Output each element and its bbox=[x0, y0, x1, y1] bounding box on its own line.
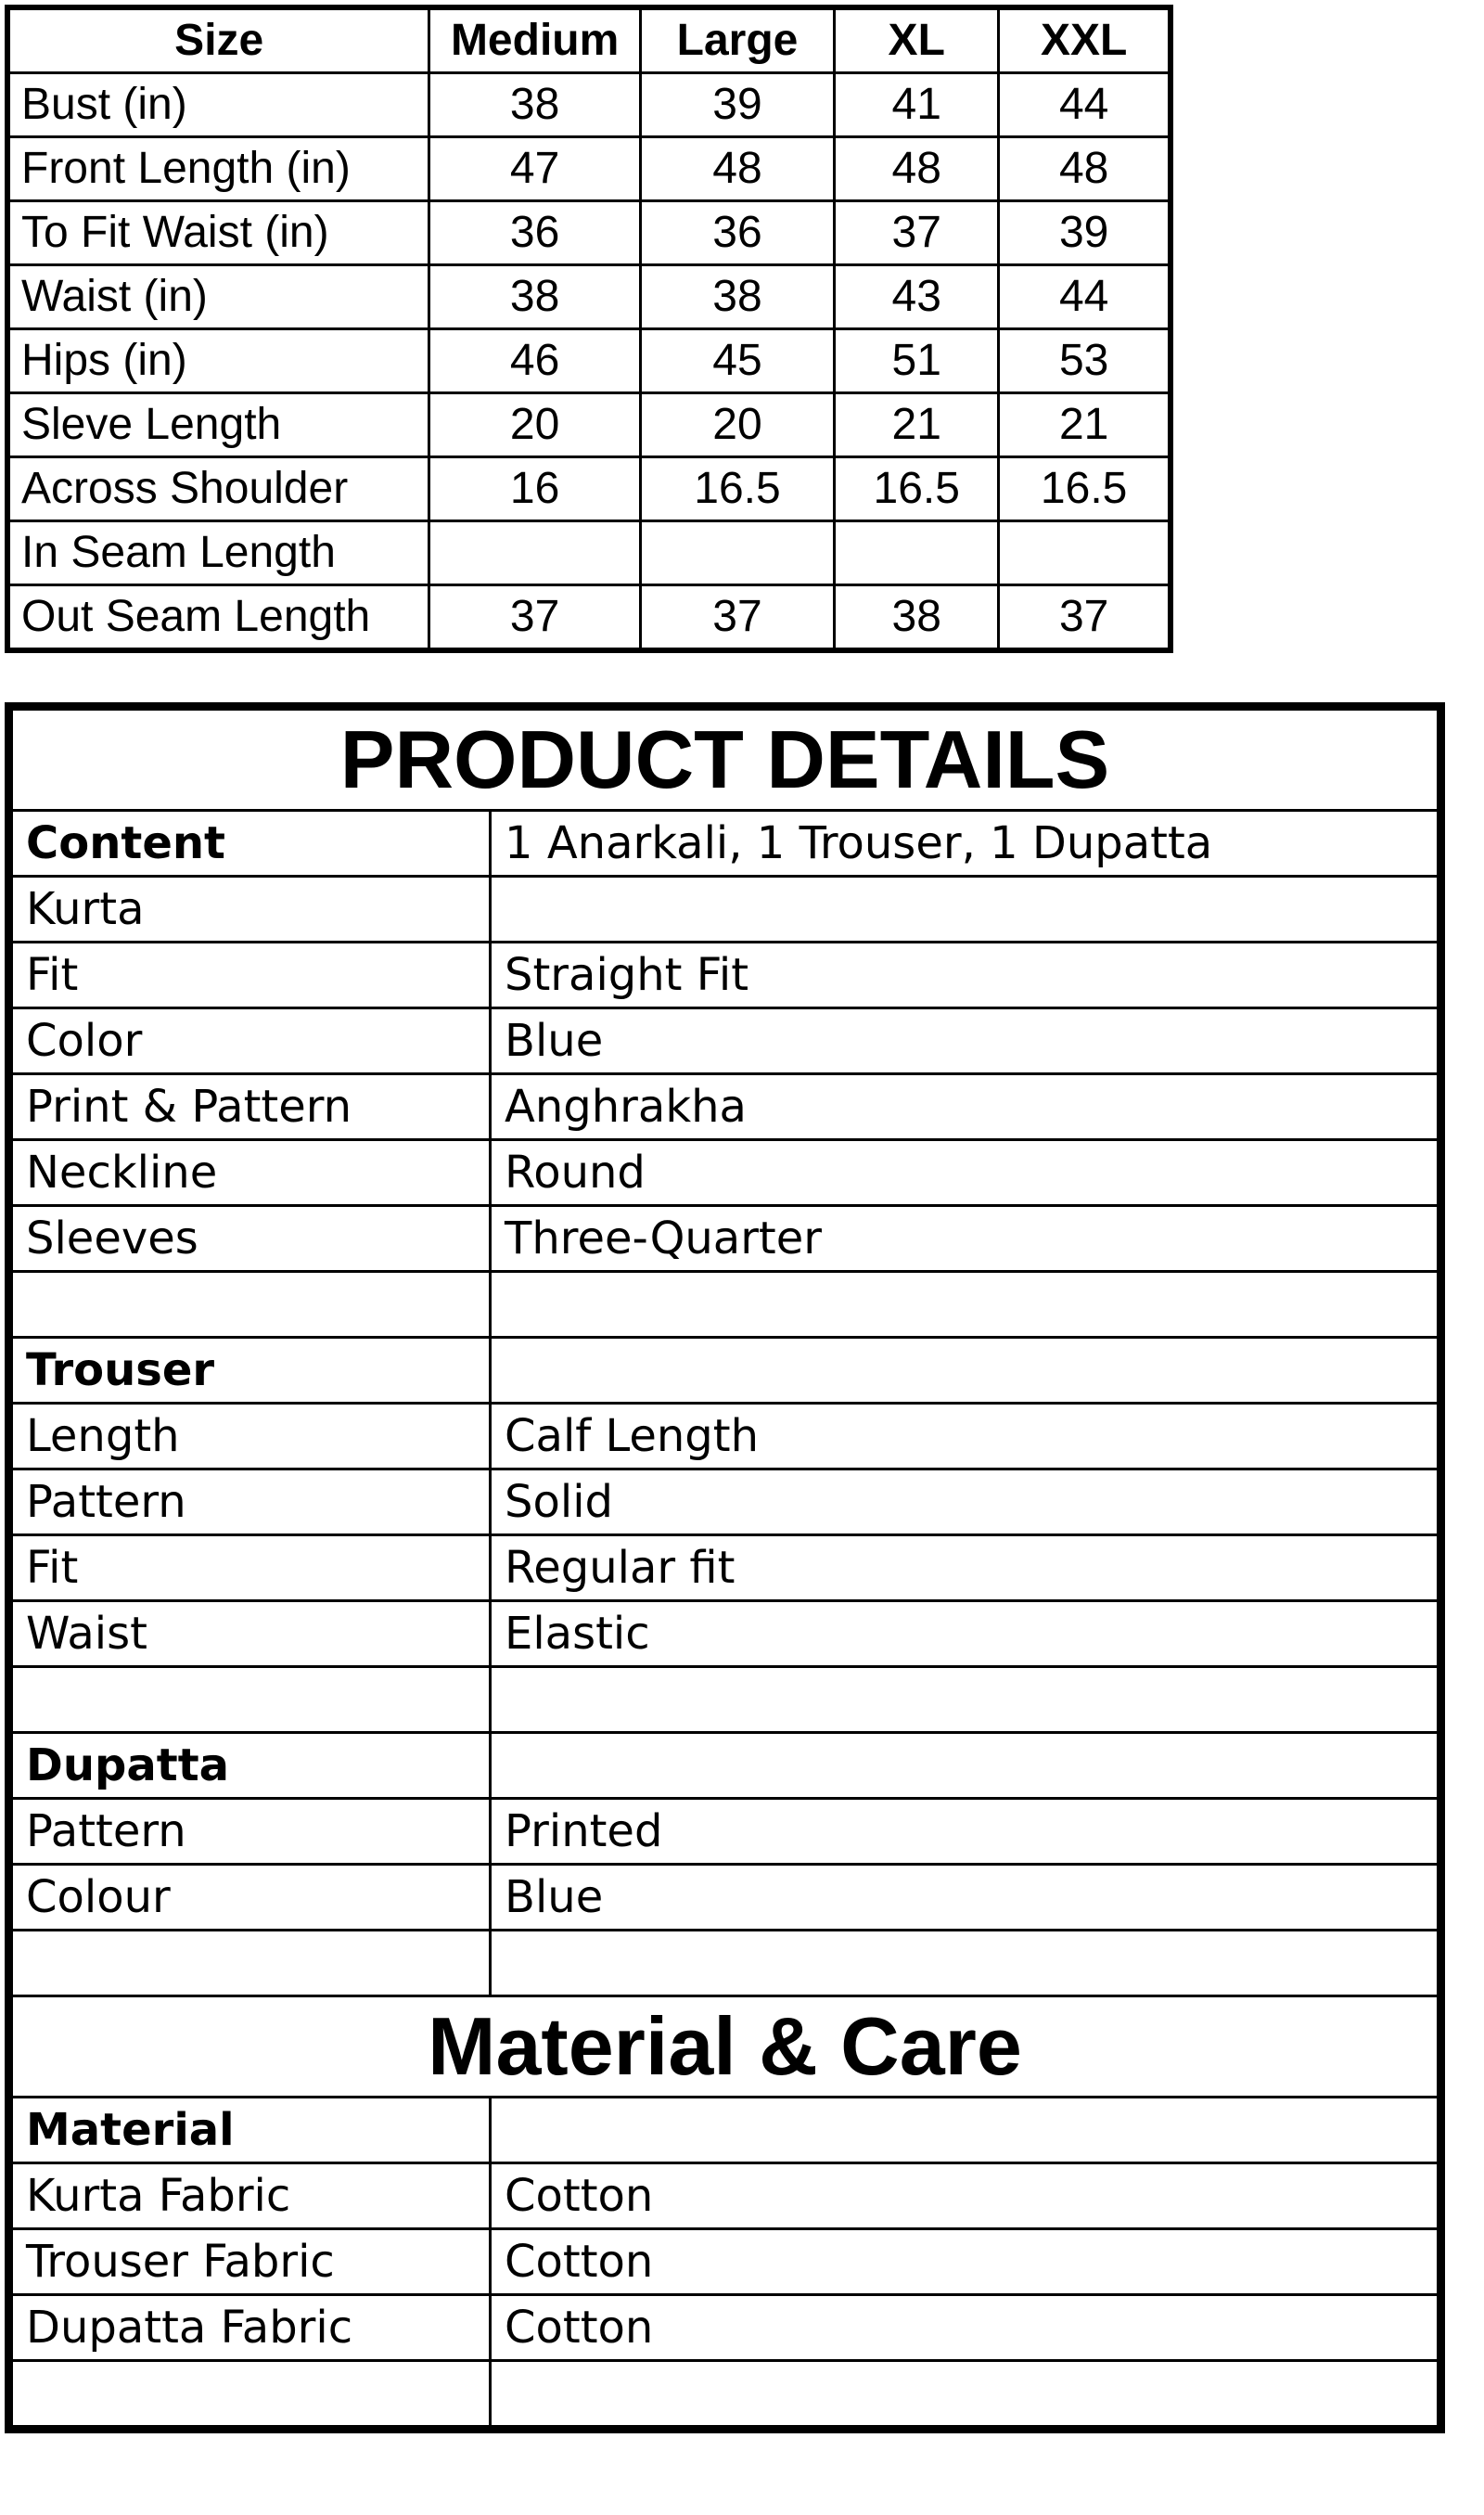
detail-row bbox=[9, 1469, 1441, 1535]
detail-row bbox=[9, 811, 1441, 877]
detail-label: Trouser Fabric bbox=[9, 2229, 491, 2295]
size-value-cell: 45 bbox=[640, 329, 834, 393]
size-row bbox=[7, 393, 1171, 457]
size-value-cell bbox=[429, 521, 640, 585]
trouser-group-title: Trouser bbox=[9, 1338, 491, 1404]
size-row-label: Out Seam Length bbox=[7, 585, 429, 651]
size-header-cell: XXL bbox=[999, 7, 1171, 73]
spacer-row bbox=[9, 1272, 1441, 1338]
detail-value: Cotton bbox=[491, 2229, 1441, 2295]
material-group-title: Material bbox=[9, 2098, 491, 2163]
detail-value: Regular fit bbox=[491, 1535, 1441, 1601]
group-title-row bbox=[9, 1733, 1441, 1799]
size-value-cell: 20 bbox=[640, 393, 834, 457]
detail-row bbox=[9, 2295, 1441, 2361]
detail-value: Straight Fit bbox=[491, 943, 1441, 1008]
detail-value: Elastic bbox=[491, 1601, 1441, 1667]
size-value-cell: 36 bbox=[429, 201, 640, 265]
size-value-cell: 48 bbox=[999, 137, 1171, 201]
size-header-cell: XL bbox=[835, 7, 999, 73]
size-value-cell: 46 bbox=[429, 329, 640, 393]
size-value-cell: 53 bbox=[999, 329, 1171, 393]
detail-value: Cotton bbox=[491, 2163, 1441, 2229]
material-care-heading: Material & Care bbox=[9, 1996, 1441, 2098]
size-value-cell: 20 bbox=[429, 393, 640, 457]
detail-label: Waist bbox=[9, 1601, 491, 1667]
size-value-cell: 37 bbox=[429, 585, 640, 651]
product-details-heading: PRODUCT DETAILS bbox=[9, 707, 1441, 811]
empty-cell bbox=[9, 1667, 491, 1733]
size-value-cell bbox=[835, 521, 999, 585]
detail-value: Calf Length bbox=[491, 1404, 1441, 1469]
empty-cell bbox=[9, 1931, 491, 1996]
size-value-cell: 21 bbox=[999, 393, 1171, 457]
detail-row bbox=[9, 1535, 1441, 1601]
size-value-cell: 16 bbox=[429, 457, 640, 521]
size-value-cell: 39 bbox=[999, 201, 1171, 265]
detail-value: Printed bbox=[491, 1799, 1441, 1865]
detail-row bbox=[9, 1601, 1441, 1667]
size-row bbox=[7, 265, 1171, 329]
detail-row bbox=[9, 2229, 1441, 2295]
size-row-label: In Seam Length bbox=[7, 521, 429, 585]
content-value: 1 Anarkali, 1 Trouser, 1 Dupatta bbox=[491, 811, 1441, 877]
size-header-cell: Size bbox=[7, 7, 429, 73]
product-details-table bbox=[5, 702, 1445, 2433]
size-value-cell: 48 bbox=[835, 137, 999, 201]
size-value-cell: 16.5 bbox=[835, 457, 999, 521]
size-value-cell: 43 bbox=[835, 265, 999, 329]
detail-row bbox=[9, 1140, 1441, 1206]
spacer-row bbox=[9, 1667, 1441, 1733]
detail-label: Sleeves bbox=[9, 1206, 491, 1272]
detail-label: Colour bbox=[9, 1865, 491, 1931]
size-row bbox=[7, 73, 1171, 137]
size-header-cell: Medium bbox=[429, 7, 640, 73]
size-value-cell: 21 bbox=[835, 393, 999, 457]
size-row-label: Hips (in) bbox=[7, 329, 429, 393]
size-value-cell: 38 bbox=[429, 73, 640, 137]
size-value-cell: 37 bbox=[835, 201, 999, 265]
empty-cell bbox=[491, 1733, 1441, 1799]
empty-cell bbox=[491, 1272, 1441, 1338]
empty-cell bbox=[491, 1931, 1441, 1996]
size-header-row bbox=[7, 7, 1171, 73]
detail-value: Solid bbox=[491, 1469, 1441, 1535]
detail-row bbox=[9, 1799, 1441, 1865]
size-value-cell: 16.5 bbox=[999, 457, 1171, 521]
spacer-row bbox=[9, 1931, 1441, 1996]
detail-label: Print & Pattern bbox=[9, 1074, 491, 1140]
size-row-label: Waist (in) bbox=[7, 265, 429, 329]
detail-value: Blue bbox=[491, 1008, 1441, 1074]
group-title-row bbox=[9, 1338, 1441, 1404]
content-label: Content bbox=[9, 811, 491, 877]
size-value-cell: 37 bbox=[640, 585, 834, 651]
size-row-label: Bust (in) bbox=[7, 73, 429, 137]
section-heading-row bbox=[9, 1996, 1441, 2098]
size-value-cell: 44 bbox=[999, 265, 1171, 329]
size-value-cell: 38 bbox=[429, 265, 640, 329]
size-chart-table bbox=[5, 5, 1173, 653]
empty-cell bbox=[491, 2361, 1441, 2430]
detail-label: Pattern bbox=[9, 1469, 491, 1535]
size-value-cell: 44 bbox=[999, 73, 1171, 137]
detail-value: Blue bbox=[491, 1865, 1441, 1931]
detail-label: Color bbox=[9, 1008, 491, 1074]
group-title-row bbox=[9, 877, 1441, 943]
size-value-cell: 51 bbox=[835, 329, 999, 393]
detail-row bbox=[9, 943, 1441, 1008]
empty-cell bbox=[491, 2098, 1441, 2163]
size-value-cell: 47 bbox=[429, 137, 640, 201]
dupatta-group-title: Dupatta bbox=[9, 1733, 491, 1799]
detail-value: Anghrakha bbox=[491, 1074, 1441, 1140]
size-value-cell: 38 bbox=[835, 585, 999, 651]
detail-label: Fit bbox=[9, 1535, 491, 1601]
detail-row bbox=[9, 1074, 1441, 1140]
size-value-cell: 16.5 bbox=[640, 457, 834, 521]
size-row bbox=[7, 457, 1171, 521]
size-row-label: To Fit Waist (in) bbox=[7, 201, 429, 265]
size-value-cell bbox=[999, 521, 1171, 585]
detail-label: Pattern bbox=[9, 1799, 491, 1865]
size-row-label: Sleve Length bbox=[7, 393, 429, 457]
section-heading-row bbox=[9, 707, 1441, 811]
detail-row bbox=[9, 1865, 1441, 1931]
detail-label: Fit bbox=[9, 943, 491, 1008]
detail-row bbox=[9, 1404, 1441, 1469]
size-value-cell: 38 bbox=[640, 265, 834, 329]
size-value-cell: 41 bbox=[835, 73, 999, 137]
detail-row bbox=[9, 1206, 1441, 1272]
size-row-label: Across Shoulder bbox=[7, 457, 429, 521]
size-value-cell: 48 bbox=[640, 137, 834, 201]
detail-label: Dupatta Fabric bbox=[9, 2295, 491, 2361]
detail-label: Neckline bbox=[9, 1140, 491, 1206]
size-row bbox=[7, 201, 1171, 265]
empty-cell bbox=[491, 877, 1441, 943]
detail-label: Length bbox=[9, 1404, 491, 1469]
size-value-cell bbox=[640, 521, 834, 585]
size-value-cell: 39 bbox=[640, 73, 834, 137]
detail-row bbox=[9, 2163, 1441, 2229]
size-header-cell: Large bbox=[640, 7, 834, 73]
group-title-row bbox=[9, 2098, 1441, 2163]
size-value-cell: 36 bbox=[640, 201, 834, 265]
detail-label: Kurta Fabric bbox=[9, 2163, 491, 2229]
size-row bbox=[7, 137, 1171, 201]
detail-value: Round bbox=[491, 1140, 1441, 1206]
detail-row bbox=[9, 1008, 1441, 1074]
spacer-row bbox=[9, 2361, 1441, 2430]
empty-cell bbox=[491, 1667, 1441, 1733]
size-row bbox=[7, 521, 1171, 585]
kurta-group-title: Kurta bbox=[9, 877, 491, 943]
detail-value: Cotton bbox=[491, 2295, 1441, 2361]
empty-cell bbox=[491, 1338, 1441, 1404]
empty-cell bbox=[9, 1272, 491, 1338]
size-row bbox=[7, 329, 1171, 393]
empty-cell bbox=[9, 2361, 491, 2430]
size-value-cell: 37 bbox=[999, 585, 1171, 651]
size-row bbox=[7, 585, 1171, 651]
detail-value: Three-Quarter bbox=[491, 1206, 1441, 1272]
size-row-label: Front Length (in) bbox=[7, 137, 429, 201]
